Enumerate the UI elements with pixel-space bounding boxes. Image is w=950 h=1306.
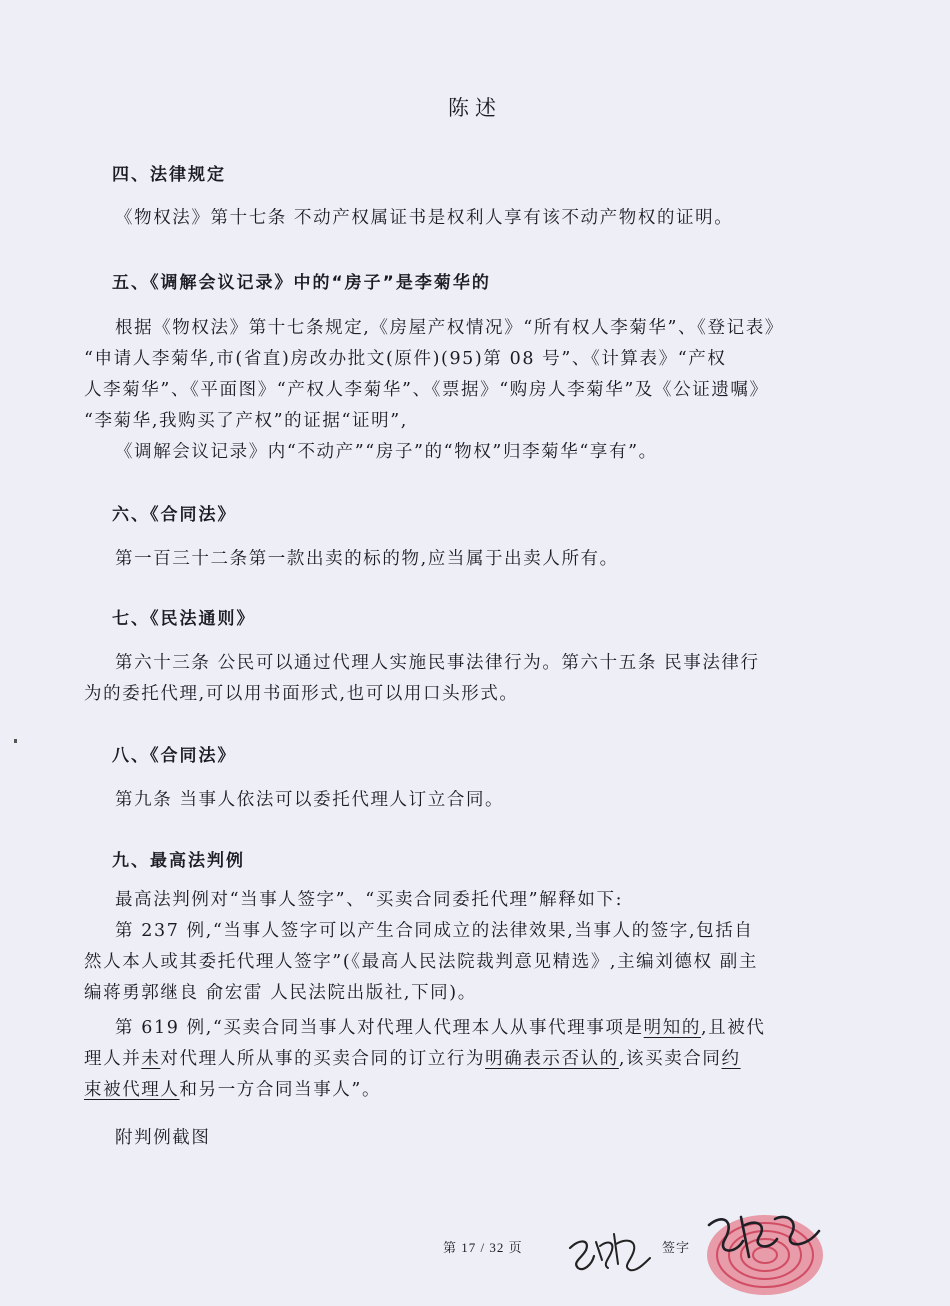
section-6-heading: 六、《合同法》 bbox=[112, 505, 237, 525]
section-4-text: 《物权法》第十七条 不动产权属证书是权利人享有该不动产物权的证明。 bbox=[115, 208, 734, 228]
page-title: 陈述 bbox=[448, 96, 502, 120]
scan-mark bbox=[14, 739, 17, 743]
section-5-line: 《调解会议记录》内“不动产”“房子”的“物权”归李菊华“享有”。 bbox=[115, 442, 658, 462]
section-5-line: “李菊华,我购买了产权”的证据“证明”, bbox=[84, 411, 408, 431]
section-7-line: 为的委托代理,可以用书面形式,也可以用口头形式。 bbox=[84, 684, 519, 704]
signature-1 bbox=[562, 1220, 658, 1280]
underlined-text: 明确表示否认的 bbox=[485, 1049, 619, 1069]
underlined-text: 约 bbox=[721, 1049, 741, 1069]
section-8-heading: 八、《合同法》 bbox=[112, 746, 237, 766]
case-619-text: 理人并 bbox=[84, 1049, 142, 1069]
signature-label: 签字 bbox=[662, 1240, 691, 1255]
section-9-line: 第 237 例,“当事人签字可以产生合同成立的法律效果,当事人的签字,包括自 bbox=[115, 921, 754, 941]
section-5-line: 人李菊华”、《平面图》“产权人李菊华”、《票据》“购房人李菊华”及《公证遗嘱》 bbox=[84, 380, 769, 400]
section-7-heading: 七、《民法通则》 bbox=[112, 609, 256, 629]
section-5-line: 根据《物权法》第十七条规定,《房屋产权情况》“所有权人李菊华”、《登记表》 bbox=[115, 318, 784, 338]
underlined-text: 未 bbox=[141, 1049, 161, 1069]
case-619-line-2 bbox=[84, 1045, 741, 1070]
section-9-heading: 九、最高法判例 bbox=[112, 851, 245, 871]
section-8-text: 第九条 当事人依法可以委托代理人订立合同。 bbox=[115, 790, 505, 810]
section-4-heading: 四、法律规定 bbox=[112, 165, 226, 185]
case-619-text: 对代理人所从事的买卖合同的订立行为 bbox=[160, 1049, 486, 1069]
section-9-line: 然人本人或其委托代理人签字”(《最高人民法院裁判意见精选》,主编刘德权 副主 bbox=[84, 952, 758, 972]
attachment-note: 附判例截图 bbox=[115, 1128, 211, 1148]
case-619-text: 第 619 例,“买卖合同当事人对代理人代理本人从事代理事项是 bbox=[115, 1018, 644, 1038]
section-9-line: 最高法判例对“当事人签字”、“买卖合同委托代理”解释如下: bbox=[115, 890, 624, 910]
case-619-text: ,且被代 bbox=[700, 1018, 766, 1038]
section-5-heading: 五、《调解会议记录》中的“房子”是李菊华的 bbox=[112, 273, 491, 293]
section-5-line: “申请人李菊华,市(省直)房改办批文(原件)(95)第 08 号”、《计算表》“产权 bbox=[84, 349, 727, 369]
underlined-text: 明知的 bbox=[643, 1018, 701, 1038]
case-619-line-1 bbox=[115, 1014, 765, 1039]
page-number: 第 17 / 32 页 bbox=[443, 1240, 523, 1255]
case-619-line-3 bbox=[84, 1076, 381, 1101]
case-619-text: ,该买卖合同 bbox=[618, 1049, 722, 1069]
fingerprint-seal bbox=[695, 1195, 835, 1301]
case-619-text: 和另一方合同当事人”。 bbox=[179, 1080, 382, 1100]
section-6-text: 第一百三十二条第一款出卖的标的物,应当属于出卖人所有。 bbox=[115, 549, 619, 569]
section-9-line: 编蒋勇郭继良 俞宏雷 人民法院出版社,下同)。 bbox=[84, 983, 477, 1003]
underlined-text: 束被代理人 bbox=[84, 1080, 180, 1100]
section-7-line: 第六十三条 公民可以通过代理人实施民事法律行为。第六十五条 民事法律行 bbox=[115, 653, 760, 673]
